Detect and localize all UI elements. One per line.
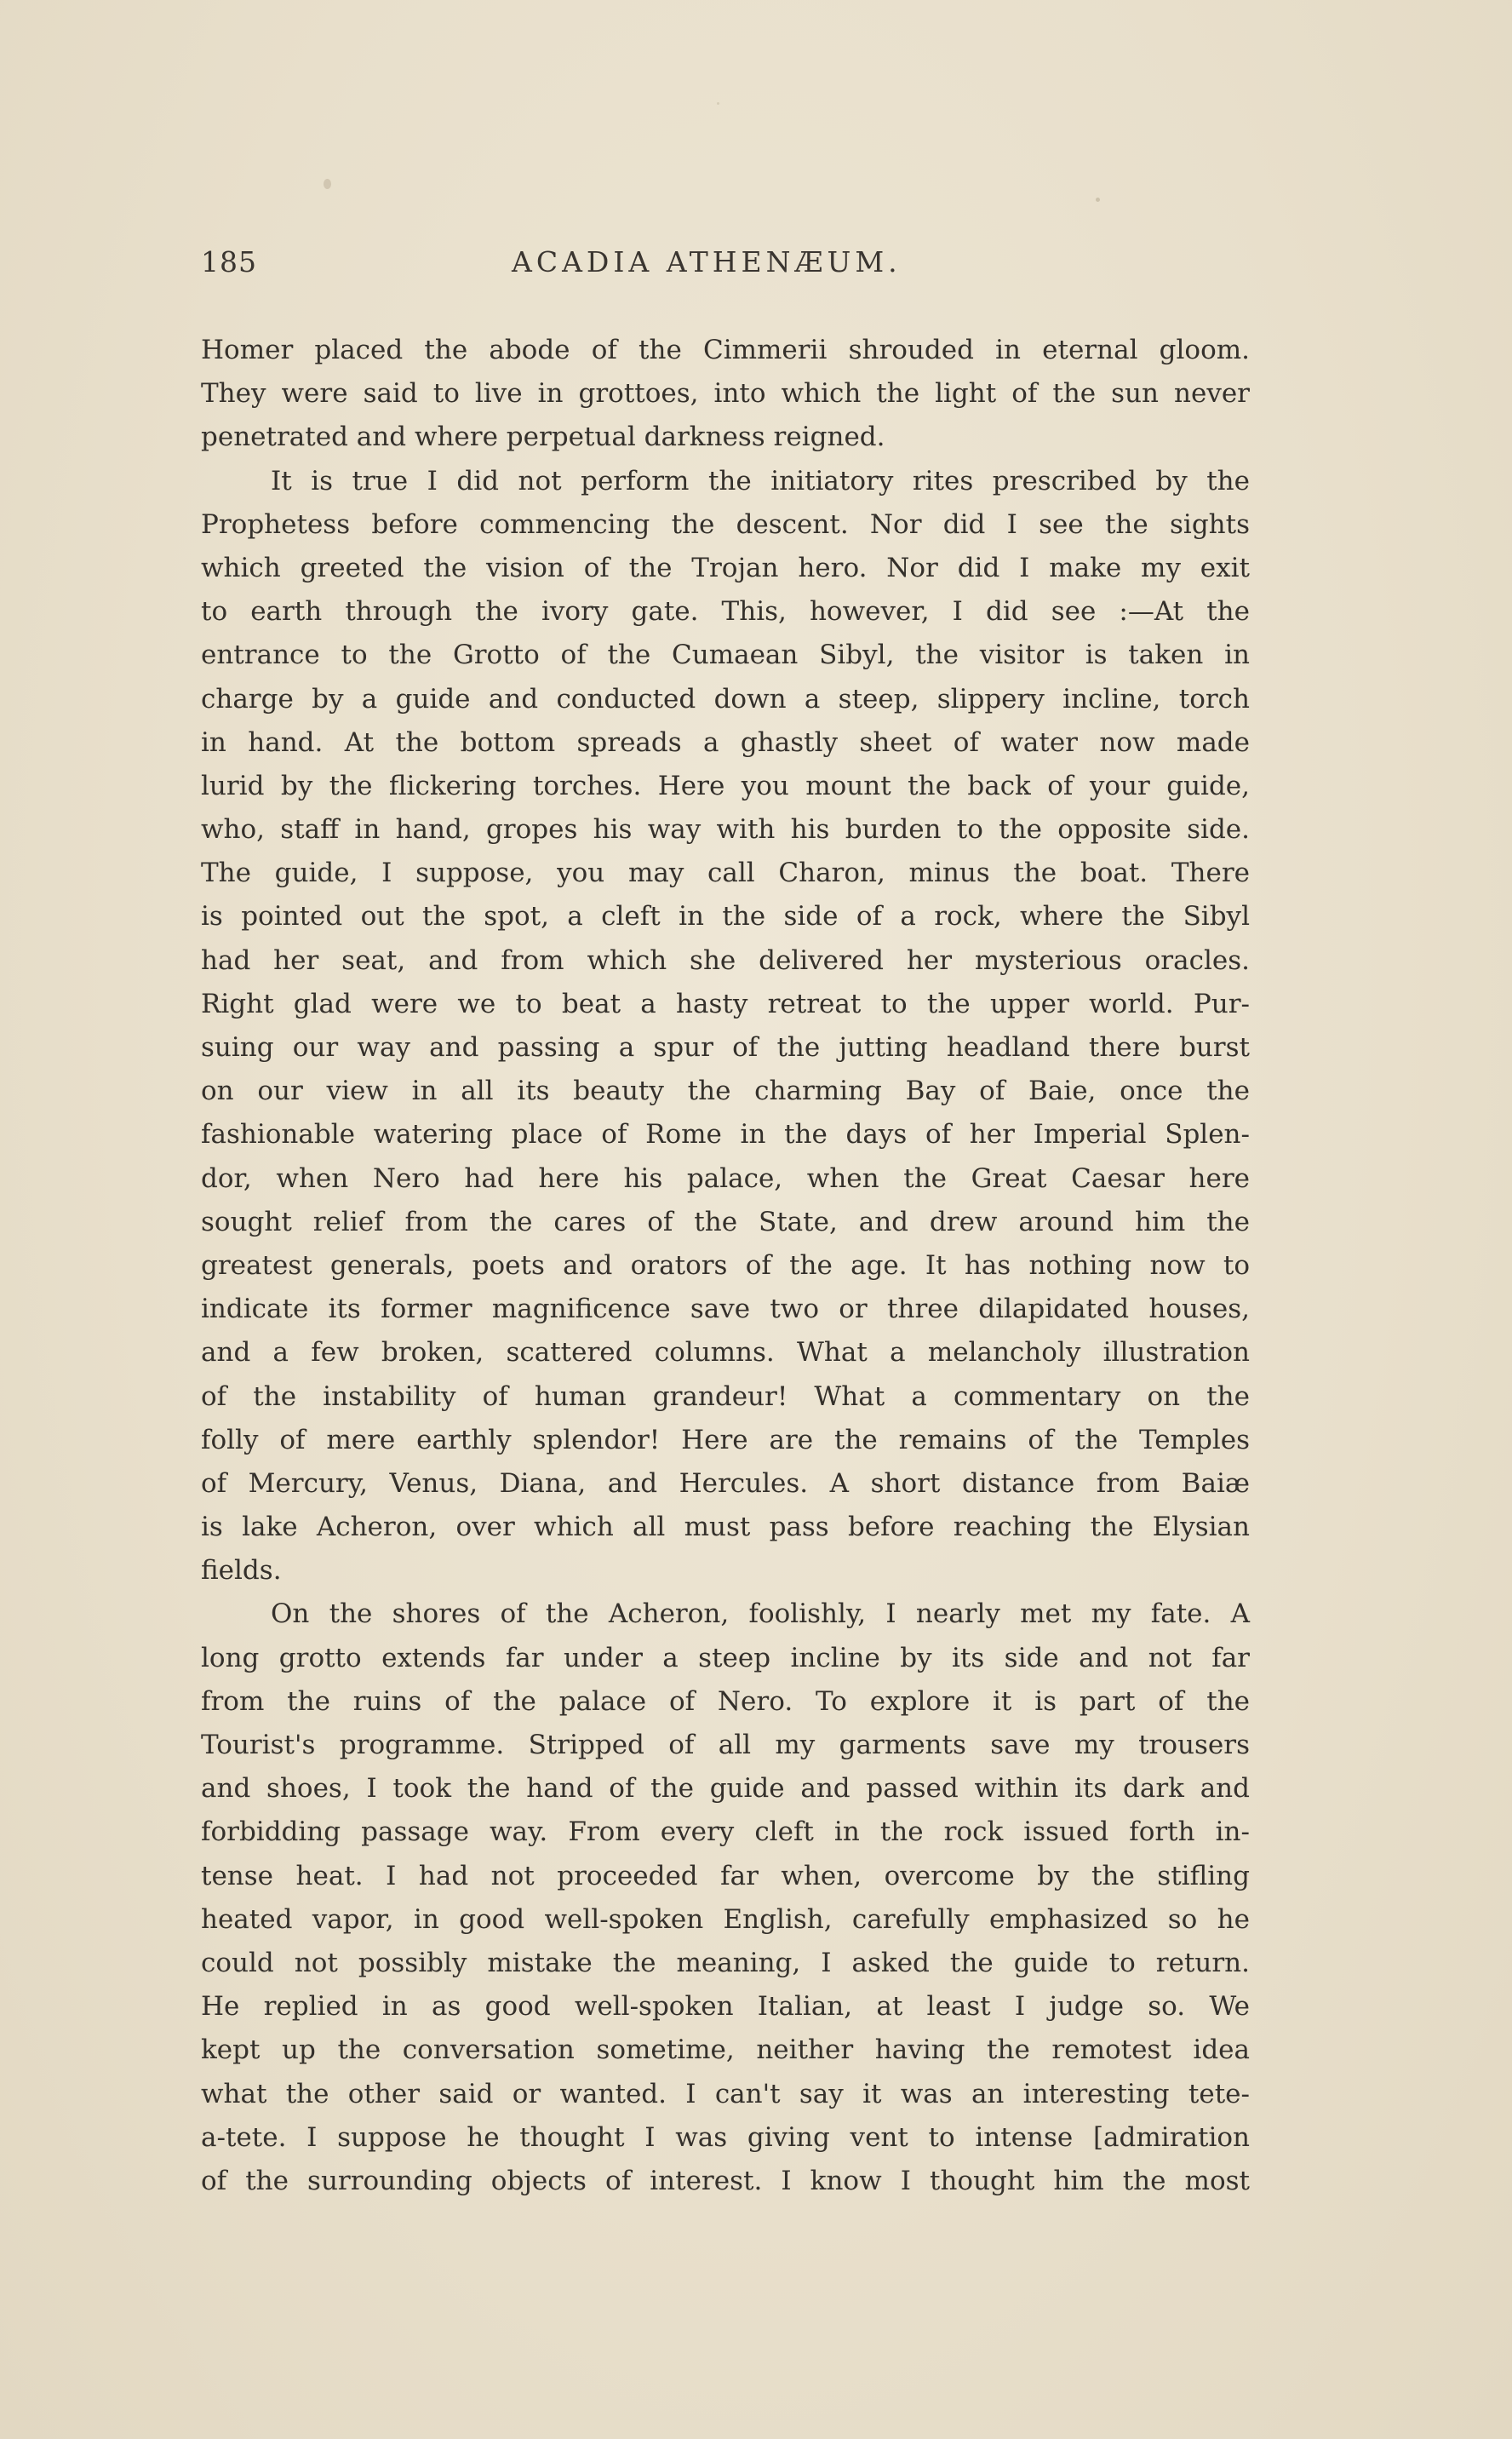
text-line: penetrated and where perpetual darkness reigned.: [201, 422, 885, 453]
text-line: to earth through the ivory gate. This, however, I did see :—At the: [201, 596, 1250, 628]
paragraph: [201, 329, 1250, 460]
text-line: from the ruins of the palace of Nero. To explore it is part of the: [201, 1685, 1250, 1717]
text-line: fields.: [201, 1555, 282, 1587]
text-line: folly of mere earthly splendor! Here are the remains of the Temples: [201, 1424, 1250, 1455]
text-line: dor, when Nero had here his palace, when the Great Caesar here: [201, 1162, 1250, 1194]
text-line: and shoes, I took the hand of the guide and passed within its dark and: [201, 1773, 1250, 1805]
article-body: [201, 329, 1250, 2203]
running-head: ACADIA ATHENÆUM.: [512, 245, 902, 278]
text-line: Homer placed the abode of the Cimmerii shrouded in eternal gloom.: [201, 335, 1250, 365]
paper-speck: [324, 179, 331, 189]
text-line: of the instability of human grandeur! What a commentary on the: [201, 1380, 1250, 1412]
text-line: sought relief from the cares of the State, and drew around him the: [201, 1206, 1250, 1237]
text-line: tense heat. I had not proceeded far when, overcome by the stifling: [201, 1860, 1250, 1891]
text-line: indicate its former magnificence save two or three dilapidated houses,: [201, 1294, 1250, 1325]
text-line: suing our way and passing a spur of the jutting headland there burst: [201, 1032, 1250, 1063]
text-line: is lake Acheron, over which all must pass before reaching the Elysian: [201, 1512, 1250, 1543]
text-line: in hand. At the bottom spreads a ghastly sheet of water now made: [201, 726, 1250, 758]
text-line: who, staff in hand, gropes his way with his burden to the opposite side.: [201, 814, 1250, 846]
text-line: It is true I did not perform the initiatory rites prescribed by the: [271, 465, 1250, 496]
paragraph: [201, 460, 1250, 1593]
text-line: a-tete. I suppose he thought I was giving vent to intense [admiration: [201, 2121, 1250, 2153]
text-line: on our view in all its beauty the charming Bay of Baie, once the: [201, 1076, 1250, 1107]
text-line: He replied in as good well-spoken Italian, at least I judge so. We: [201, 1991, 1250, 2023]
text-line: entrance to the Grotto of the Cumaean Sibyl, the visitor is taken in: [201, 640, 1250, 671]
text-line: and a few broken, scattered columns. What a melancholy illustration: [201, 1337, 1250, 1369]
text-line: Tourist's programme. Stripped of all my garments save my trousers: [201, 1730, 1250, 1760]
text-line: forbidding passage way. From every cleft in the rock issued forth in-: [201, 1816, 1250, 1848]
text-line: On the shores of the Acheron, foolishly, I nearly met my fate. A: [271, 1598, 1250, 1630]
text-line: of the surrounding objects of interest. I know I thought him the most: [201, 2165, 1250, 2196]
paper-speck: [717, 102, 719, 105]
text-line: The guide, I suppose, you may call Charon, minus the boat. There: [201, 858, 1250, 889]
text-line: charge by a guide and conducted down a steep, slippery incline, torch: [201, 683, 1250, 714]
text-line: had her seat, and from which she delivered her mysterious oracles.: [201, 944, 1250, 976]
text-line: greatest generals, poets and orators of the age. It has nothing now to: [201, 1249, 1250, 1281]
text-line: They were said to live in grottoes, into which the light of the sun never: [201, 378, 1250, 410]
page-number: 185: [201, 245, 257, 278]
text-line: is pointed out the spot, a cleft in the side of a rock, where the Sibyl: [201, 901, 1250, 933]
text-line: Right glad were we to beat a hasty retreat to the upper world. Pur-: [201, 988, 1250, 1019]
text-line: could not possibly mistake the meaning, I asked the guide to return.: [201, 1947, 1250, 1978]
text-line: what the other said or wanted. I can't say it was an interesting tete-: [201, 2078, 1250, 2109]
text-line: long grotto extends far under a steep incline by its side and not far: [201, 1642, 1250, 1673]
text-line: Prophetess before commencing the descent. Nor did I see the sights: [201, 508, 1250, 540]
paragraph: [201, 1593, 1250, 2203]
text-line: of Mercury, Venus, Diana, and Hercules. A short distance from Baiæ: [201, 1467, 1250, 1499]
paper-speck: [1096, 198, 1100, 202]
text-line: fashionable watering place of Rome in the days of her Imperial Splen-: [201, 1119, 1250, 1151]
text-line: lurid by the flickering torches. Here you mount the back of your guide,: [201, 770, 1250, 801]
page-header: [201, 238, 1248, 290]
text-line: which greeted the vision of the Trojan hero. Nor did I make my exit: [201, 552, 1250, 583]
text-line: heated vapor, in good well-spoken English, carefully emphasized so he: [201, 1903, 1250, 1935]
text-line: kept up the conversation sometime, neither having the remotest idea: [201, 2034, 1250, 2066]
